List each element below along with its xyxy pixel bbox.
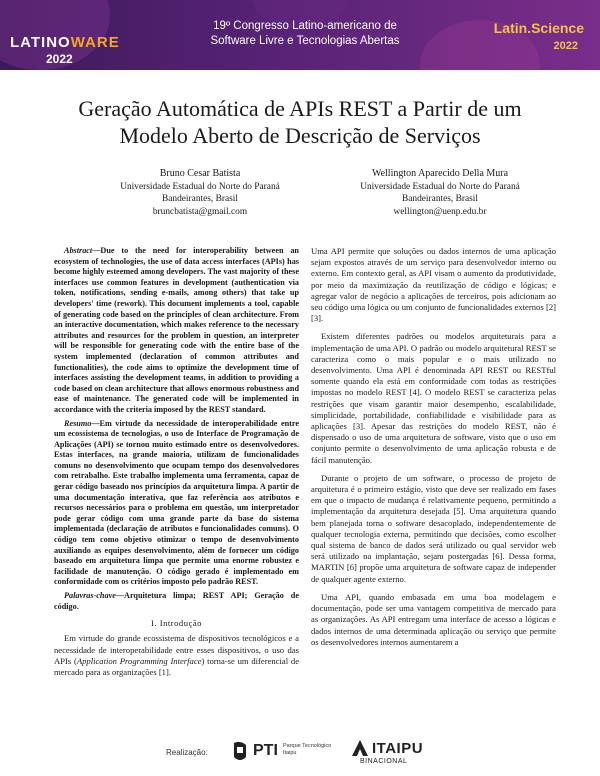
- pti-subtitle: Parque Tecnológico Itaipu: [283, 743, 332, 756]
- intro-paragraph: Em virtude do grande ecossistema de dispositivos tecnológicos e a necessidade de interoperabilidade entre esses dispositivos, o uso das APIs (Application Programming Interface) torna-se um diferencial de mercado para as organizações [1].: [54, 633, 300, 677]
- conference-banner: [0, 0, 600, 70]
- author-affiliation: Universidade Estadual do Norte do Paraná: [120, 181, 280, 192]
- body-paragraph: Durante o projeto de um software, o processo de projeto de arquitetura é o primeiro estágio, visto que deve ser realizado em fases em que o impacto de mudança é relativamente pequeno, permitindo a implementação da arquitetura desejada [5]. Uma arquitetura quando bem planejada torna o software desacoplado, independentemente de qualquer tecnologia externa, permitindo que decisões, como escolher qual sistema de banco de dados será utilizado ou qual servidor web será utilizado na implantação, sejam postergadas [6]. Dessa forma, MARTIN [6] propõe uma arquitetura de software capaz de independer de qualquer agente externo.: [311, 472, 556, 584]
- author-location: Bandeirantes, Brasil: [161, 194, 239, 204]
- author-affiliation: Universidade Estadual do Norte do Paraná: [360, 181, 520, 192]
- body-paragraph: Uma API permite que soluções ou dados internos de uma aplicação sejam expostos através de um serviço para desenvolvedor interno ou externo. Em contexto geral, as API visam o aumento da produtividade, por meio da maximização da reutilização de código e lógicas; e agregar valor de negócio a aplicações de terceiros, pois adicionam ao seu código uma lógica ou um conjunto de funcionalidades externos [2] [3].: [311, 246, 556, 324]
- latinoware-logo: LATINOWARE: [10, 34, 120, 51]
- paper-title: Geração Automática de APIs REST a Partir de um Modelo Aberto de Descrição de Serviços: [78, 96, 522, 148]
- sponsor-footer: [0, 736, 600, 776]
- author-name: Wellington Aparecido Della Mura: [371, 168, 509, 179]
- itaipu-subtitle: BINACIONAL: [360, 758, 408, 765]
- keywords: Palavras-chave—Arquitetura limpa; REST API; Geração de código.: [54, 591, 299, 611]
- pti-logo: PTI: [253, 742, 278, 759]
- author-name: Bruno Cesar Batista: [159, 168, 241, 179]
- author-email: bruncbatista@gmail.com: [152, 206, 248, 217]
- body-paragraph: Existem diferentes padrões ou modelos arquiteturais para a implementação de uma API. O padrão ou modelo arquitetural REST se caracteriza como o mais popular e o mais utilizado no desenvolvimento. Uma API é denominada API REST ou RESTful somente quando ela está em conformidade com todas as restrições impostas no modelo REST [4]. O modelo REST se caracteriza pelas restrições que visam garantir maior desempenho, escalabilidade, simplicidade, portabilidade, confiabilidade e visibilidade para as aplicações [3]. Apesar das restrições do modelo REST, não é dispensado o uso de uma arquitetura de software, visto que o uso em conjunto permite o desenvolvimento de uma aplicação robusta e de fácil manutenção.: [311, 331, 556, 465]
- itaipu-logo-icon: [351, 738, 369, 758]
- resumo: Resumo—Em virtude da necessidade de interoperabilidade entre um ecossistema de tecnologias, o uso de Interface de Programação de Aplicações (API) se tornou muito estimado entre os desenvolvedores. Estas interfaces, na grande maioria, utilizam de funcionalidades comuns no desenvolvimento que ocupam tempo dos desenvolvedores com retrabalho. Este trabalho implementa uma ferramenta, capaz de gerar código baseado nos princípios da arquitetura limpa. A partir de uma documentação interativa, que faz referência aos atributos e recursos necessários para o problema em questão, um interpretador pode gerar código com uma grande parte da base do sistema implementada (declaração de atributos e funcionalidades comuns). O código tem como objetivo otimizar o tempo de desenvolvimento auxiliando as equipes desenvolvimento, além de fornecer um código baseado em arquitetura limpa que permite uma enorme robustez e facilidade de manutenção. O código gerado é implementado em conformidade com os critérios imposto pelo padrão REST.: [54, 418, 299, 587]
- pti-logo-icon: [232, 741, 248, 763]
- itaipu-logo: ITAIPU: [372, 740, 424, 757]
- latin-science-logo: Latin.Science: [493, 20, 584, 36]
- author-email: wellington@uenp.edu.br: [393, 206, 487, 217]
- realizacao-label: Realização:: [166, 748, 208, 757]
- latin-science-year: 2022: [553, 40, 578, 52]
- section-heading: I. Introdução: [151, 618, 202, 629]
- body-paragraph: Uma API, quando embasada em uma boa modelagem e documentação, pode ser uma vantagem competitiva de mercado para as organizações. As API entregam uma interface de acesso a lógicas e dados internos de uma determinada aplicação ou serviço que permite os desenvolvedores internos aumentarem a: [311, 591, 556, 647]
- banner-title: 19º Congresso Latino-americano de Software Livre e Tecnologias Abertas: [210, 20, 400, 47]
- latinoware-year: 2022: [46, 52, 73, 66]
- author-location: Bandeirantes, Brasil: [401, 194, 479, 204]
- right-column: [311, 246, 556, 655]
- left-column: [54, 246, 299, 681]
- author-block: [320, 168, 560, 218]
- author-block: [80, 168, 320, 218]
- abstract: Abstract—Due to the need for interoperability between an ecosystem of technologies, the use of data access interfaces (APIs) has become highly esteemed among developers. The vast majority of these interfaces use common features in development (authentication via token, notifications, sending e-mails, among others) that take up developers' time (rework). This document implements a tool, capable of generating code based on the principles of clean architecture. From an interactive documentation, which makes reference to the necessary attributes and resources for the problem in question, an interpreter will be responsible for generating code with the entire base of the system implemented (declaration of common attributes and functionalities), the code aims to optimize the development time of interfaces assisting the development teams, in addition to providing a code based on clean architecture that allows enormous robustness and ease of maintenance. The generated code will be implemented in accordance with the criteria imposed by the REST standard.: [54, 246, 299, 414]
